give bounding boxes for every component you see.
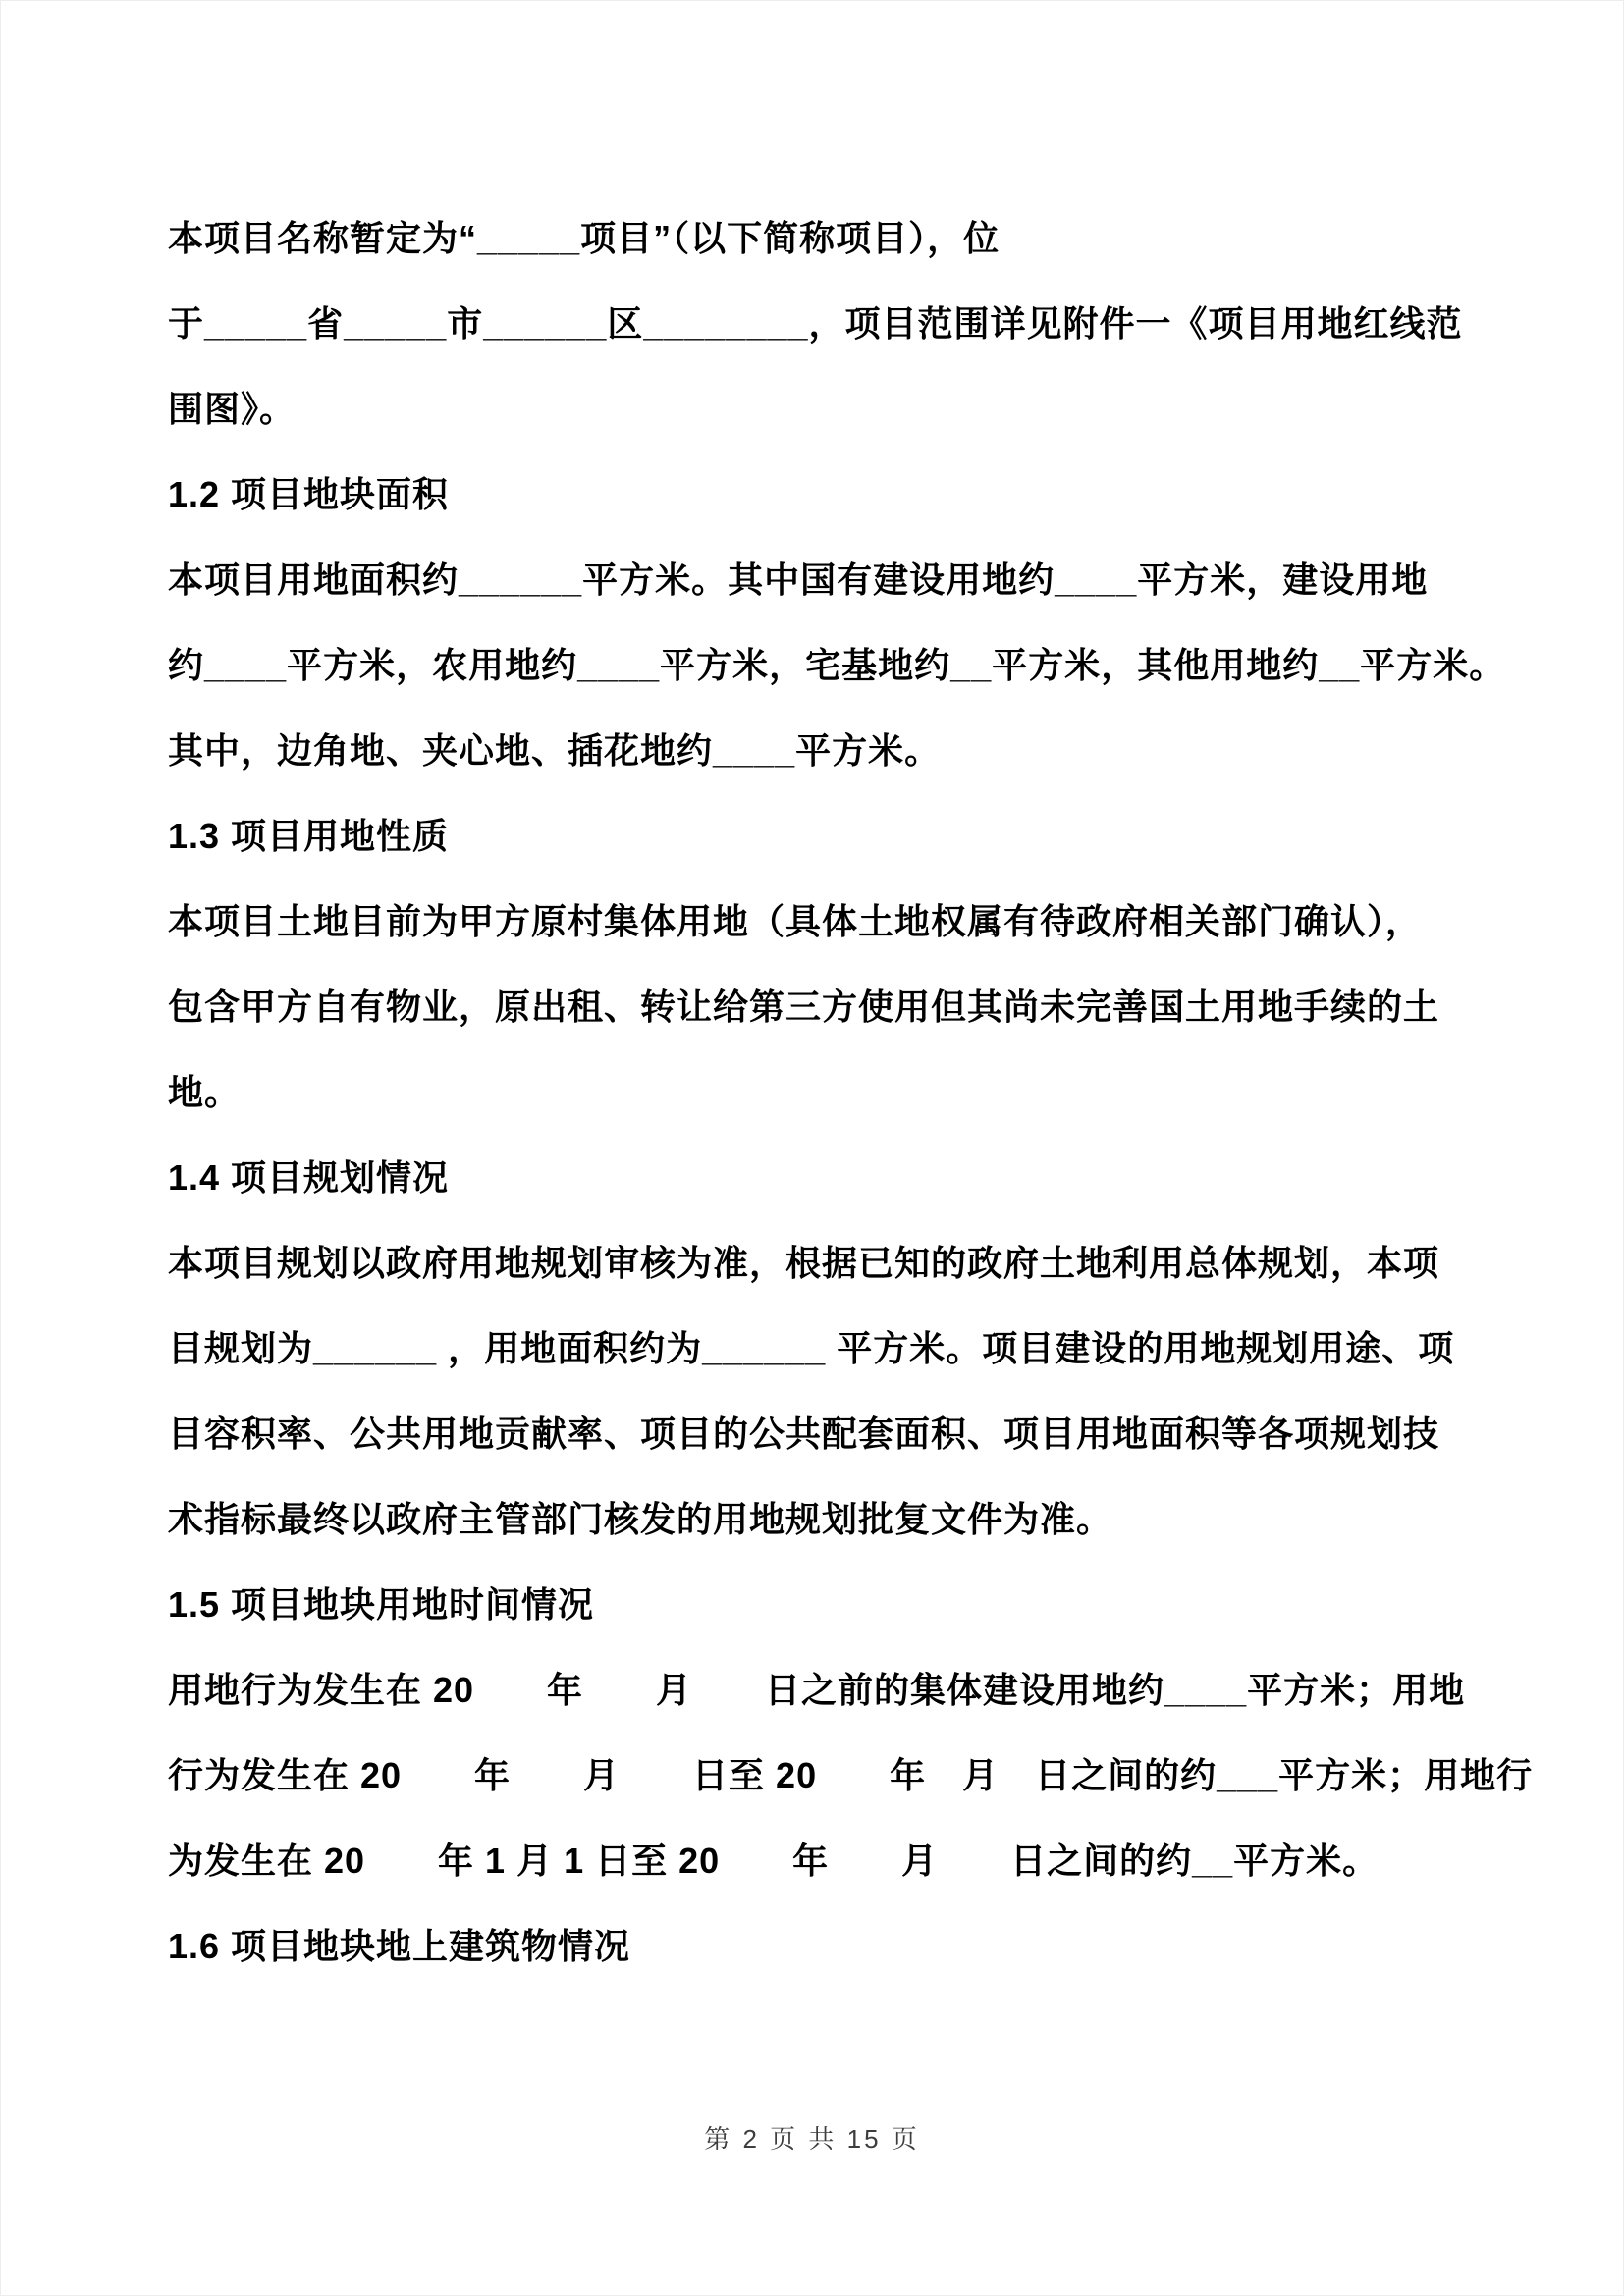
paragraph-line: 于_____省_____市______区________，项目范围详见附件一《项目用地红线范 [168, 303, 1463, 344]
section-heading: 1.3 项目用地性质 [168, 816, 450, 856]
document-body [168, 195, 1534, 1989]
section-heading: 1.6 项目地块地上建筑物情况 [168, 1926, 631, 1966]
paragraph-line: 用地行为发生在 20 年 月 日之前的集体建设用地约____平方米；用地 [168, 1670, 1466, 1710]
paragraph-line: 本项目名称暂定为“_____项目”（以下简称项目），位 [168, 218, 1001, 258]
paragraph-line: 围图》。 [168, 389, 297, 429]
paragraph-line: 其中，边角地、夹心地、插花地约____平方米。 [168, 730, 942, 771]
paragraph-line: 本项目规划以政府用地规划审核为准，根据已知的政府土地利用总体规划，本项 [168, 1243, 1440, 1283]
section-heading: 1.5 项目地块用地时间情况 [168, 1584, 595, 1625]
paragraph-line: 目规划为______ ，用地面积约为______ 平方米。项目建设的用地规划用途、项 [168, 1328, 1455, 1368]
paragraph-line: 为发生在 20 年 1 月 1 日至 20 年 月 日之间的约__平方米。 [168, 1841, 1380, 1881]
paragraph-line: 本项目用地面积约______平方米。其中国有建设用地约____平方米，建设用地 [168, 560, 1429, 600]
paragraph-line: 本项目土地目前为甲方原村集体用地（具体土地权属有待政府相关部门确认）， [168, 901, 1423, 941]
paragraph-line: 包含甲方自有物业，原出租、转让给第三方使用但其尚未完善国土用地手续的土 [168, 987, 1440, 1027]
paragraph-line: 术指标最终以政府主管部门核发的用地规划批复文件为准。 [168, 1499, 1113, 1539]
section-heading: 1.2 项目地块面积 [168, 474, 450, 514]
paragraph-line: 行为发生在 20 年 月 日至 20 年 月 日之间的约___平方米；用地行 [168, 1755, 1534, 1795]
paragraph-line: 约____平方米，农用地约____平方米，宅基地约__平方米，其他用地约__平方米。 [168, 645, 1506, 685]
page-number-footer: 第 2 页 共 15 页 [704, 2124, 920, 2154]
section-heading: 1.4 项目规划情况 [168, 1157, 450, 1198]
paragraph-line: 目容积率、公共用地贡献率、项目的公共配套面积、项目用地面积等各项规划技 [168, 1414, 1440, 1454]
paragraph-line: 地。 [168, 1072, 242, 1112]
